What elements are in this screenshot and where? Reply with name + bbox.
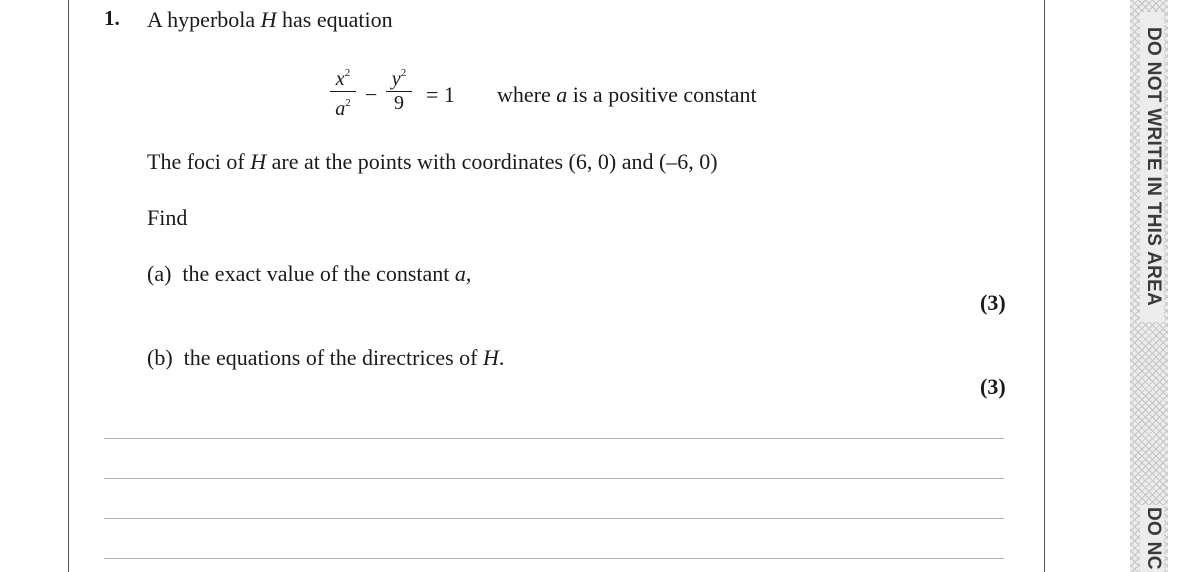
term1-denominator: a — [335, 98, 346, 120]
page-border-right — [1044, 0, 1045, 572]
page-border-left — [68, 0, 69, 572]
minus-sign: − — [365, 82, 378, 107]
equation-rhs: = 1 — [426, 82, 455, 107]
part-b-end: . — [498, 345, 505, 370]
part-b-marks: (3) — [980, 374, 1006, 399]
intro-text-post: has equation — [276, 7, 393, 32]
answer-line — [104, 438, 1004, 439]
answer-line — [104, 478, 1004, 479]
part-b-label: (b) — [147, 345, 173, 370]
answer-line — [104, 558, 1004, 559]
answer-line — [104, 518, 1004, 519]
where-pre: where — [497, 82, 557, 107]
where-var: a — [556, 82, 568, 107]
fraction-x-over-a — [330, 62, 356, 119]
part-a-label: (a) — [147, 261, 172, 286]
term1-den-exponent: 2 — [345, 97, 351, 109]
term1-numerator: x — [335, 68, 345, 90]
where-post: is a positive constant — [567, 82, 757, 107]
part-b — [147, 345, 504, 371]
term2-numerator: y — [391, 68, 401, 90]
foci-var: H — [250, 149, 267, 174]
part-a-marks: (3) — [980, 290, 1006, 315]
term1-num-exponent: 2 — [344, 67, 351, 79]
part-a-end: , — [465, 261, 472, 286]
term2-num-exponent: 2 — [400, 67, 407, 79]
intro-var: H — [260, 7, 277, 32]
fraction-y-over-9 — [386, 62, 412, 113]
find-label: Find — [147, 205, 188, 230]
part-a-var: a — [454, 261, 466, 286]
part-a-text: the exact value of the constant — [182, 261, 455, 286]
equation-where-clause — [497, 82, 757, 108]
term2-denominator: 9 — [394, 92, 404, 114]
part-a — [147, 261, 471, 287]
part-b-var: H — [483, 345, 499, 370]
part-b-text: the equations of the directrices of — [183, 345, 483, 370]
foci-pre: The foci of — [147, 149, 251, 174]
foci-post: are at the points with coordinates (6, 0) and (–6, 0) — [266, 149, 718, 174]
intro-text-pre: A hyperbola — [147, 7, 261, 32]
question-number: 1. — [104, 6, 120, 30]
margin-warning-text-partial: DO NC — [1140, 505, 1164, 572]
margin-warning-text: DO NOT WRITE IN THIS AREA — [1140, 12, 1164, 322]
foci-statement — [147, 149, 718, 175]
question-intro — [147, 7, 393, 33]
